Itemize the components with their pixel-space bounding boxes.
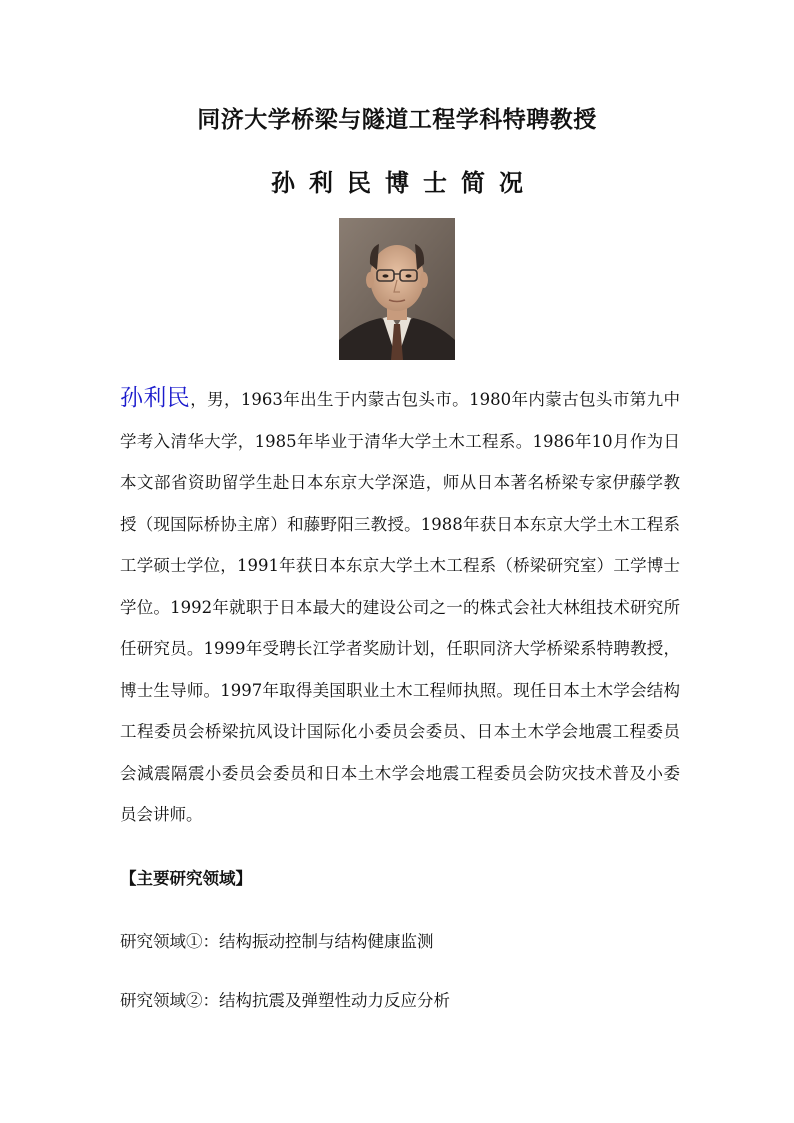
biography-paragraph [120,378,680,836]
person-name: 孙利民 [120,385,191,411]
research-item-1: 研究领域①：结构振动控制与结构健康监测 [120,932,434,951]
research-heading: 【主要研究领域】 [120,869,252,888]
research-item-2: 研究领域②：结构抗震及弹塑性动力反应分析 [120,991,450,1010]
page-title: 同济大学桥梁与隧道工程学科特聘教授 [197,106,597,133]
page-subtitle: 孙利民博士简况 [271,168,537,197]
portrait-photo [339,218,455,360]
biography-text: ，男，1963年出生于内蒙古包头市。1980年内蒙古包头市第九中学考入清华大学，1985年毕业于清华大学土木工程系。1986年10月作为日本文部省资助留学生赴日本东京大学深造，师从日本著名桥梁专家伊藤学教授（现国际桥协主席）和藤野阳三教授。1988年获日本东京大学土木工程系工学硕士学位，1991年获日本东京大学土木工程系（桥梁研究室）工学博士学位。1992年就职于日本最大的建设公司之一的株式会社大林组技术研究所任研究员。1999年受聘长江学者奖励计划，任职同济大学桥梁系特聘教授，博士生导师。1997年取得美国职业土木工程师执照。现任日本土木学会结构工程委员会桥梁抗风设计国际化小委员会委员、日本土木学会地震工程委员会減震隔震小委员会委员和日本土木学会地震工程委员会防灾技术普及小委员会讲师。 [120,390,681,824]
